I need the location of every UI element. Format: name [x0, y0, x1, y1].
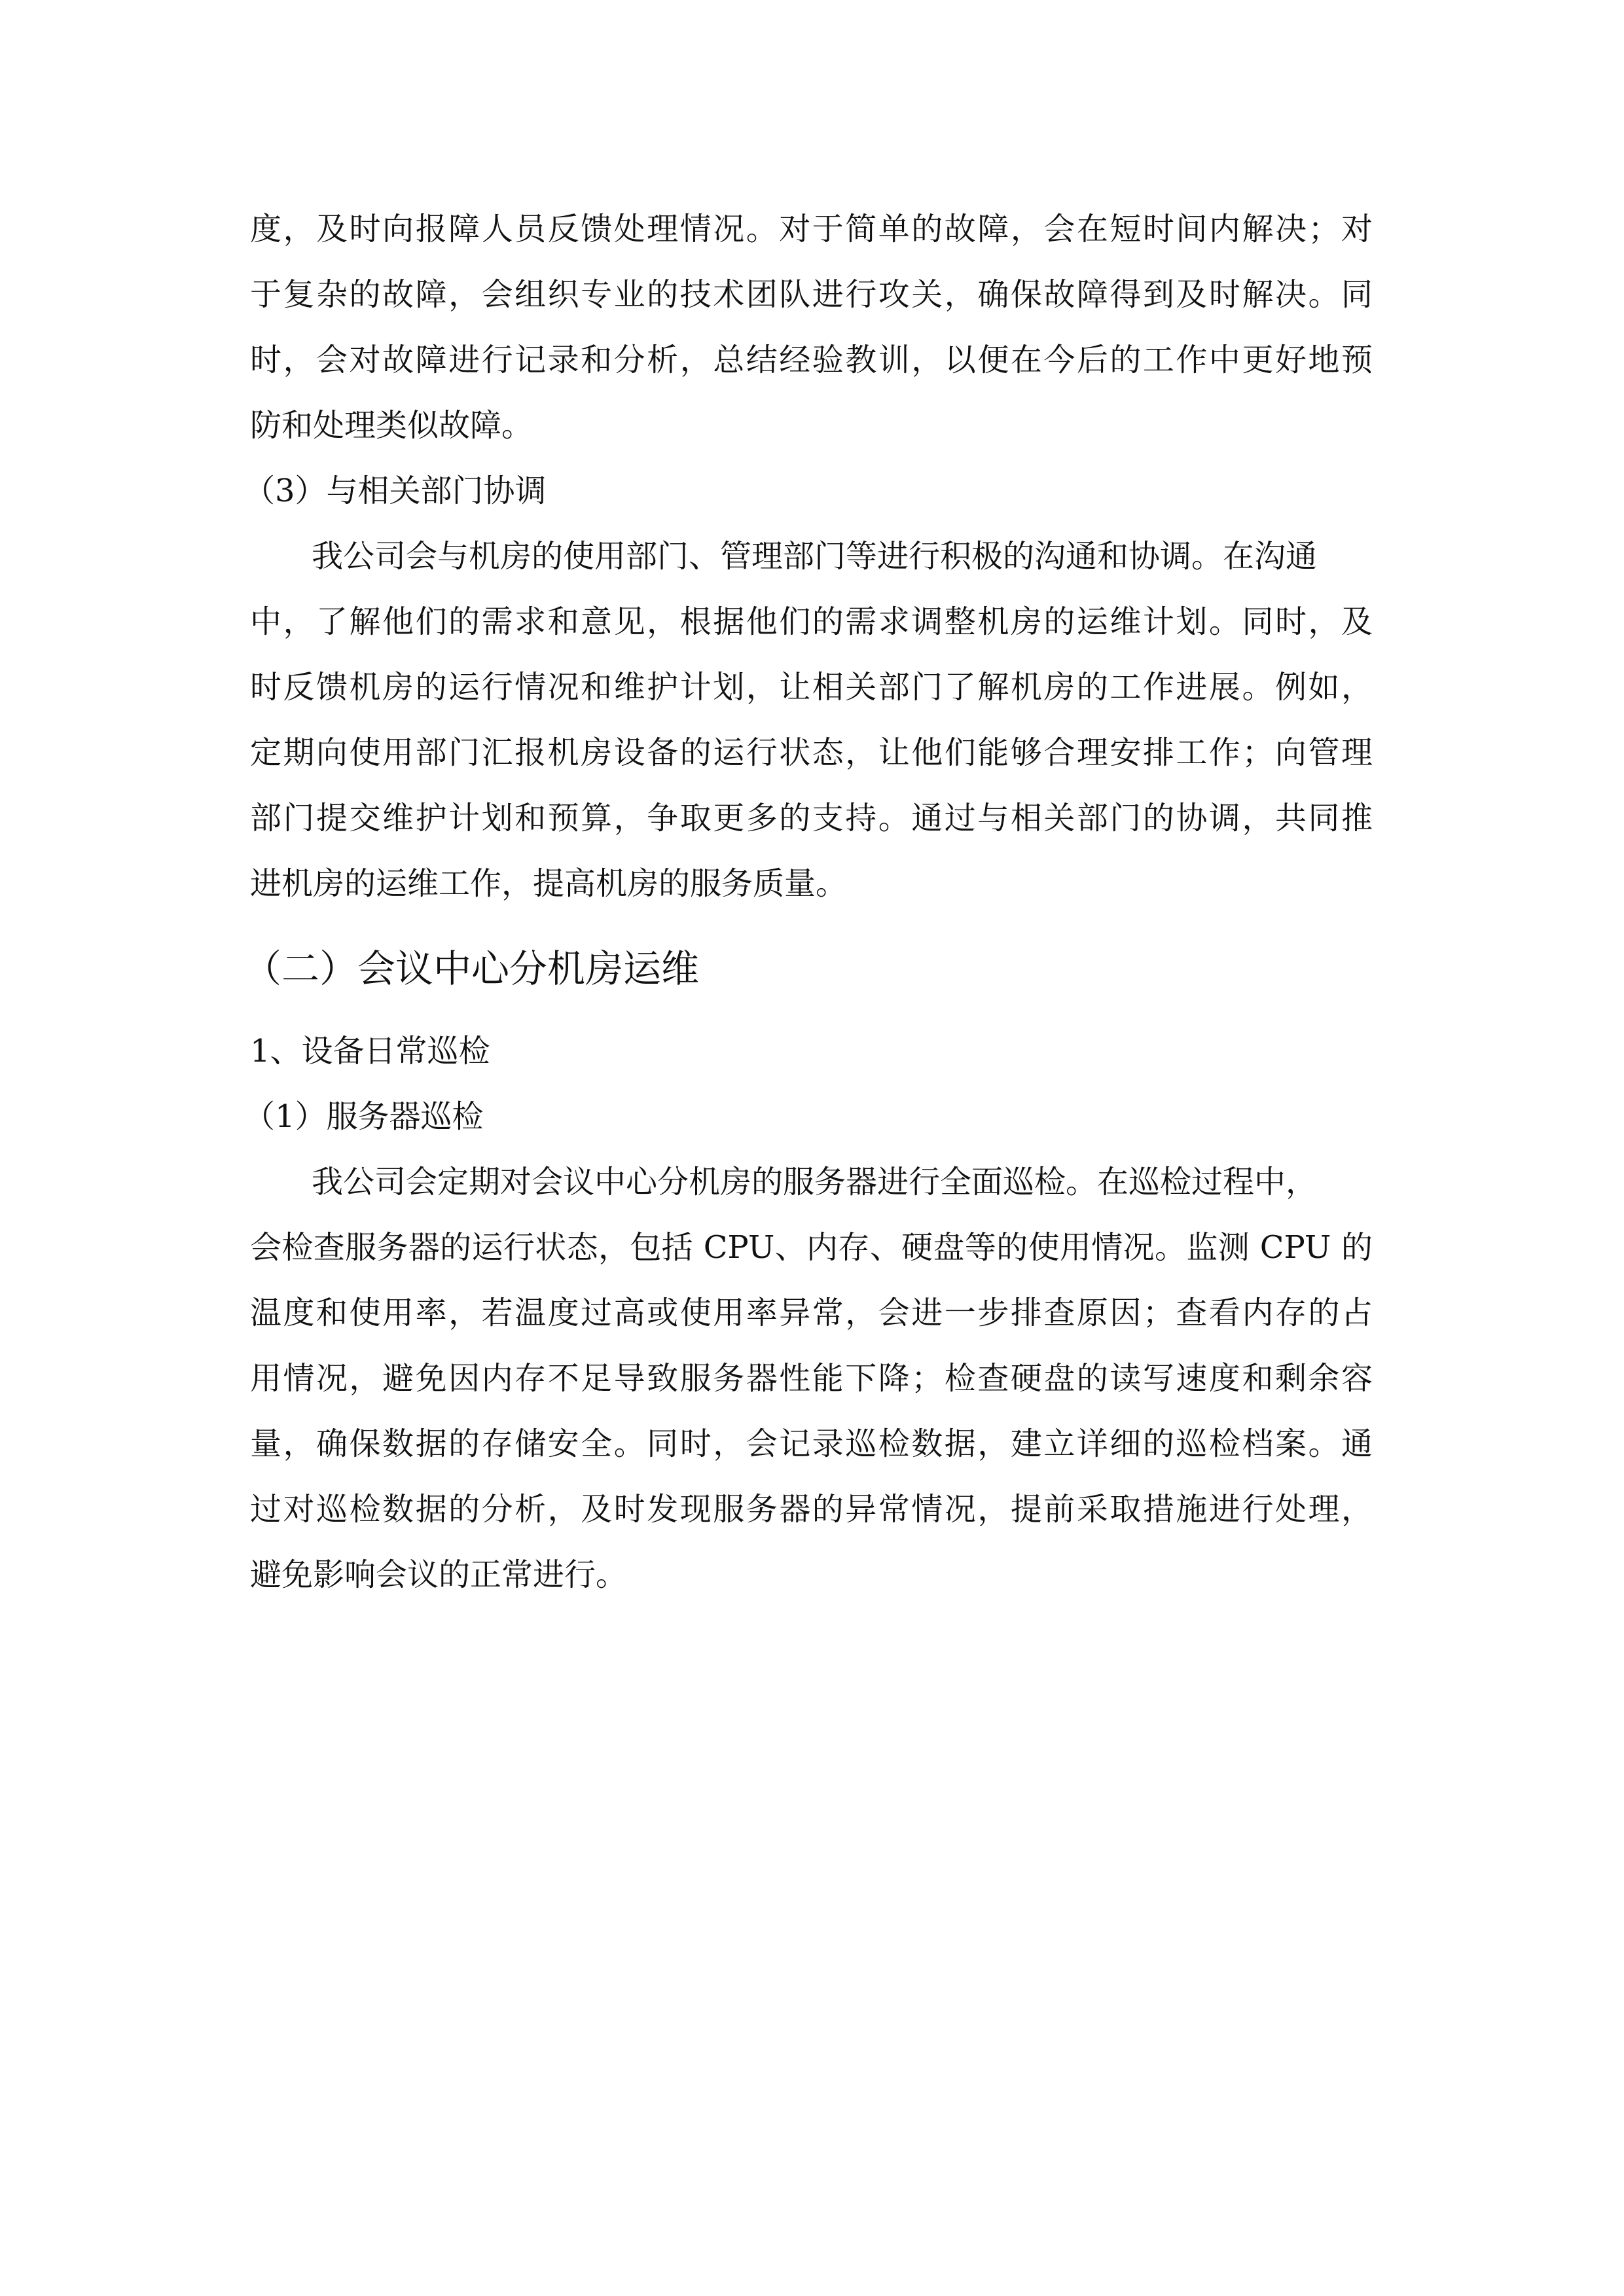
subsection-heading: （3）与相关部门协调: [244, 473, 547, 509]
paragraph-line: 防和处理类似故障。: [250, 407, 533, 444]
paragraph-line: 时反馈机房的运行情况和维护计划，让相关部门了解机房的工作进展。例如，: [250, 669, 1373, 706]
paragraph-line: 会检查服务器的运行状态，包括 CPU、内存、硬盘等的使用情况。监测 CPU 的: [250, 1229, 1373, 1266]
paragraph-line: 时，会对故障进行记录和分析，总结经验教训，以便在今后的工作中更好地预: [250, 342, 1373, 378]
paragraph-line: 量，确保数据的存储安全。同时，会记录巡检数据，建立详细的巡检档案。通: [250, 1426, 1373, 1462]
paragraph-line: 度，及时向报障人员反馈处理情况。对于简单的故障，会在短时间内解决；对: [250, 211, 1373, 247]
paragraph-line: 进机房的运维工作，提高机房的服务质量。: [250, 865, 848, 902]
paragraph-line: 我公司会与机房的使用部门、管理部门等进行积极的沟通和协调。在沟通: [312, 538, 1318, 575]
paragraph-line: 定期向使用部门汇报机房设备的运行状态，让他们能够合理安排工作；向管理: [250, 734, 1373, 771]
paragraph-line: 我公司会定期对会议中心分机房的服务器进行全面巡检。在巡检过程中，: [312, 1164, 1318, 1200]
subsection-heading: （1）服务器巡检: [244, 1098, 484, 1135]
paragraph-line: 于复杂的故障，会组织专业的技术团队进行攻关，确保故障得到及时解决。同: [250, 276, 1373, 313]
paragraph-line: 用情况，避免因内存不足导致服务器性能下降；检查硬盘的读写速度和剩余容: [250, 1360, 1373, 1397]
paragraph-line: 避免影响会议的正常进行。: [250, 1556, 628, 1593]
paragraph-line: 过对巡检数据的分析，及时发现服务器的异常情况，提前采取措施进行处理，: [250, 1491, 1373, 1528]
paragraph-line: 温度和使用率，若温度过高或使用率异常，会进一步排查原因；查看内存的占: [250, 1295, 1373, 1331]
sub-title: 1、设备日常巡检: [250, 1033, 490, 1069]
paragraph-line: 部门提交维护计划和预算，争取更多的支持。通过与相关部门的协调，共同推: [250, 800, 1373, 836]
section-title: （二）会议中心分机房运维: [244, 946, 700, 991]
paragraph-line: 中，了解他们的需求和意见，根据他们的需求调整机房的运维计划。同时，及: [250, 603, 1373, 640]
